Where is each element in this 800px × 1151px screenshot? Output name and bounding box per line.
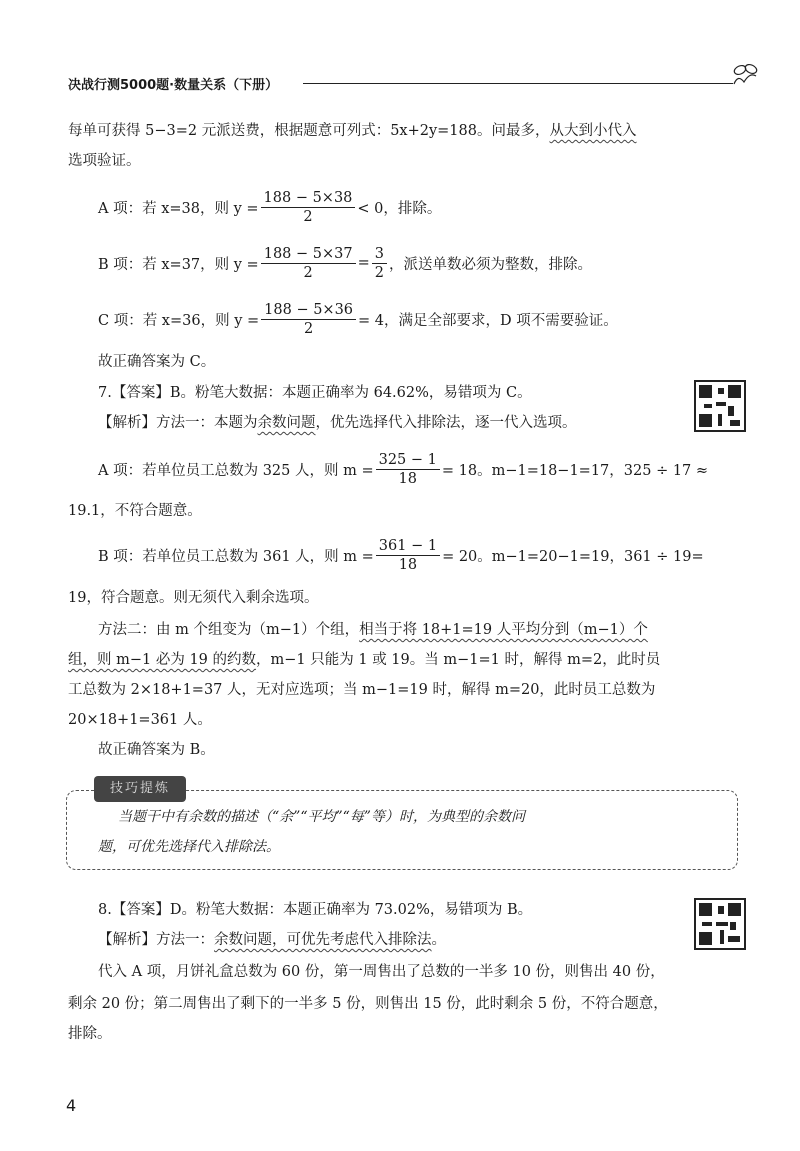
option-c-line	[98, 296, 618, 342]
text-span: = 18。m−1=18−1=17，325 ÷ 17 ≈	[441, 462, 709, 479]
fraction	[372, 245, 387, 282]
text-span: B 项：若单位员工总数为 361 人，则 m =	[98, 548, 374, 565]
q7-answer-line: 7.【答案】B。粉笔大数据：本题正确率为 64.62%，易错项为 C。	[98, 385, 532, 401]
q7-analysis-line	[98, 413, 577, 433]
text-span: 题，可优先选择代入排除法。	[98, 839, 280, 855]
qr-code-icon[interactable]	[694, 898, 746, 950]
text-line: 排除。	[68, 1026, 112, 1042]
text-span: 方法二：由 m 个组变为（m−1）个组，	[98, 622, 360, 638]
emphasis-text: 余数问题	[257, 415, 316, 431]
text-span: B 项：若 x=37，则 y =	[98, 256, 259, 273]
qr-code-icon[interactable]	[694, 380, 746, 432]
q8-answer-line: 8.【答案】D。粉笔大数据：本题正确率为 73.02%，易错项为 B。	[98, 902, 533, 918]
text-line: 代入 A 项，月饼礼盒总数为 60 份，第一周售出了总数的一半多 10 份，则售出 40 份，	[98, 964, 665, 980]
text-line	[68, 121, 637, 141]
text-span: C 项：若 x=36，则 y =	[98, 312, 260, 329]
option-b-line	[98, 240, 592, 286]
text-span: ，m−1 只能为 1 或 19。当 m−1=1 时，解得 m=2，此时员	[256, 652, 661, 668]
emphasis-text: 组，则 m−1 必为 19 的约数	[68, 652, 257, 668]
text-line	[98, 620, 648, 640]
q7-option-b-line	[98, 532, 704, 578]
text-line	[68, 650, 660, 670]
text-span: A 项：若单位员工总数为 325 人，则 m =	[98, 462, 374, 479]
emphasis-text: 相当于将 18+1=19 人平均分到（m−1）个	[359, 622, 648, 638]
text-span: ，优先选择代入排除法，逐一代入选项。	[315, 415, 577, 431]
answer-text: 故正确答案为 B。	[98, 742, 215, 758]
text-span: < 0，排除。	[357, 200, 442, 217]
fraction	[261, 245, 356, 282]
denominator: 18	[398, 470, 417, 487]
numerator: 361 − 1	[376, 537, 440, 556]
text-span: = 4，满足全部要求，D 项不需要验证。	[358, 312, 618, 329]
text-span: =	[357, 255, 370, 271]
text-span: 【解析】方法一：本题为	[98, 415, 258, 431]
emphasis-text: 从大到小代入	[549, 123, 637, 139]
tip-label: 技巧提炼	[94, 776, 186, 802]
text-span: A 项：若 x=38，则 y =	[98, 200, 259, 217]
fraction	[261, 189, 356, 226]
text-line: 工总数为 2×18+1=37 人，无对应选项；当 m−1=19 时，解得 m=20，此时员工总数为	[68, 682, 656, 698]
denominator: 18	[398, 556, 418, 573]
tip-text-line: 当题干中有余数的描述（“余”“平均”“每”等）时，为典型的余数问	[118, 809, 525, 825]
header-rule	[303, 83, 733, 84]
text-line: 19.1，不符合题意。	[68, 503, 202, 519]
fraction	[376, 537, 440, 574]
tip-box	[66, 790, 738, 870]
text-span: = 20。m−1=20−1=19，361 ÷ 19=	[442, 548, 704, 565]
text-span: ，派送单数必须为整数，排除。	[388, 256, 592, 273]
denominator: 2	[303, 320, 314, 337]
text-line: 剩余 20 份；第二周售出了剩下的一半多 5 份，则售出 15 份，此时剩余 5 份，不符合题意，	[68, 996, 668, 1012]
numerator: 188 − 5×37	[261, 245, 356, 264]
answer-text: 故正确答案为 C。	[98, 354, 216, 370]
fraction	[261, 301, 356, 338]
fraction	[376, 451, 440, 488]
running-header: 决战行测5000题·数量关系（下册）	[68, 78, 279, 93]
denominator: 2	[303, 208, 313, 225]
text-span: 。	[431, 932, 446, 948]
tip-text-line	[98, 836, 280, 856]
denominator: 2	[303, 264, 313, 281]
numerator: 325 − 1	[376, 451, 440, 470]
text-line: 选项验证。	[68, 153, 141, 169]
option-a-line	[98, 184, 441, 230]
q8-analysis-line	[98, 930, 446, 950]
text-span: 每单可获得 5−3=2 元派送费，根据题意可列式：5x+2y=188。问最多，	[68, 123, 550, 139]
text-span: 【解析】方法一：	[98, 932, 214, 948]
denominator: 2	[374, 264, 384, 281]
page-number: 4	[66, 1096, 77, 1115]
text-line: 19，符合题意。则无须代入剩余选项。	[68, 590, 319, 606]
numerator: 3	[372, 245, 387, 264]
text-line: 20×18+1=361 人。	[68, 712, 212, 728]
sprout-icon	[728, 62, 760, 88]
emphasis-text: 余数问题，可优先考虑代入排除法	[214, 932, 432, 948]
numerator: 188 − 5×36	[261, 301, 356, 320]
numerator: 188 − 5×38	[261, 189, 356, 208]
q7-option-a-line	[98, 446, 708, 492]
